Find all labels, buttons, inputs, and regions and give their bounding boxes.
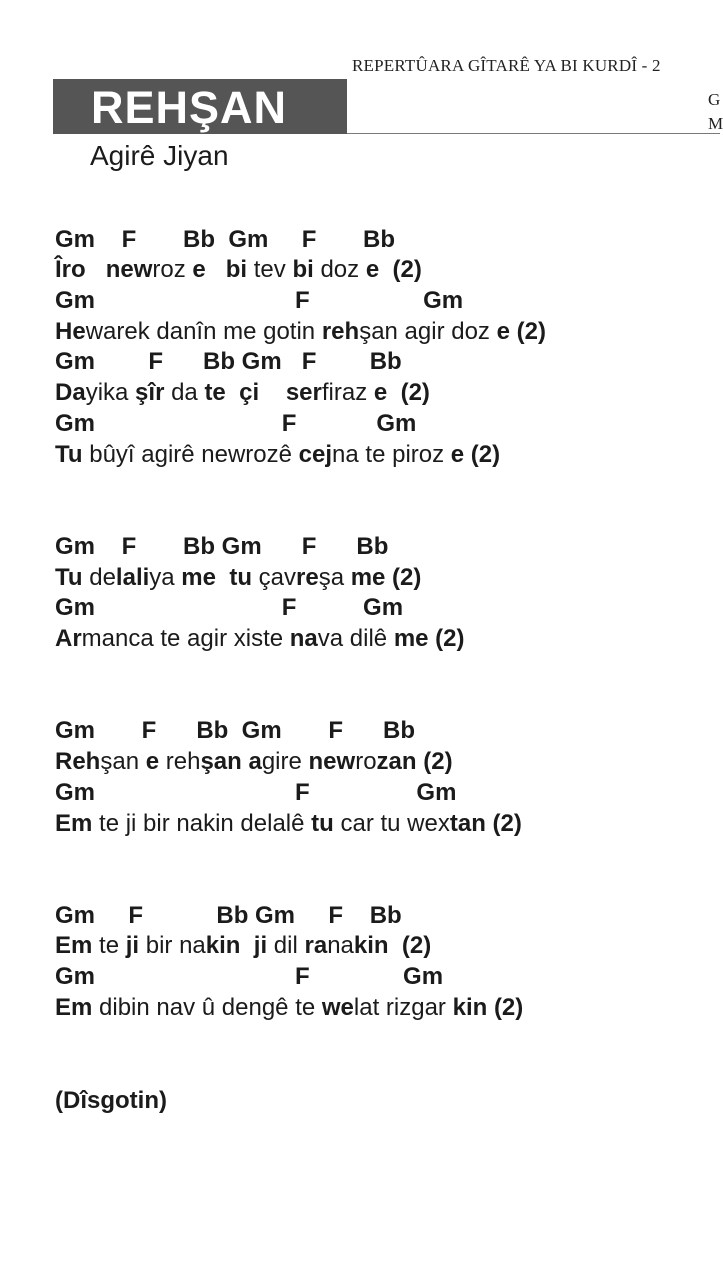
chord-line: Gm F Gm — [55, 287, 464, 314]
lyric-line — [55, 747, 453, 777]
lyric-text — [86, 256, 106, 283]
lyric-emphasis: Reh — [55, 748, 101, 775]
lyric-text: dibin nav û dengê te — [92, 994, 322, 1021]
lyric-text — [206, 256, 226, 283]
lyric-text: ro — [355, 748, 377, 775]
edge-line-2: M — [708, 114, 723, 133]
chord-line: Gm F Bb Gm F Bb — [55, 717, 416, 744]
lyric-emphasis: bi — [225, 256, 248, 283]
lyric-line — [55, 378, 430, 408]
lyric-emphasis: tu — [229, 564, 252, 591]
lyric-emphasis: Da — [55, 379, 86, 406]
lyric-text: ya — [149, 564, 182, 591]
lyric-text: de — [82, 564, 116, 591]
edge-line-1: G — [708, 90, 721, 109]
header-rule — [347, 133, 720, 134]
lyric-emphasis: e — [192, 256, 206, 283]
lyric-emphasis: (2) — [392, 256, 422, 283]
lyric-line — [55, 931, 431, 961]
lyric-emphasis: (2) — [401, 932, 432, 959]
lyric-text — [389, 932, 402, 959]
lyric-text: car tu wex — [333, 810, 450, 837]
lyric-line — [55, 563, 421, 593]
lyric-text — [226, 379, 239, 406]
lyric-text: dil — [267, 932, 305, 959]
lyric-text: şan — [100, 748, 146, 775]
lyric-emphasis: e — [145, 748, 160, 775]
lyric-text: firaz — [321, 379, 374, 406]
lyric-text: reh — [159, 748, 201, 775]
lyric-line — [55, 440, 500, 470]
lyric-text: bir na — [139, 932, 206, 959]
lyric-text — [216, 564, 229, 591]
chord-line: Gm F Bb Gm F Bb — [55, 533, 389, 560]
lyric-text — [387, 379, 400, 406]
lyric-text: gire — [261, 748, 309, 775]
lyric-emphasis: me — [181, 564, 216, 591]
title-bar — [53, 79, 347, 134]
lyric-line — [55, 255, 422, 285]
lyric-emphasis: zan (2) — [376, 748, 453, 775]
lyric-emphasis: lali — [115, 564, 150, 591]
lyric-emphasis: Tu — [55, 441, 83, 468]
lyric-emphasis: e — [373, 379, 388, 406]
lyric-text: lat rizgar — [353, 994, 453, 1021]
lyric-emphasis: kin (2) — [452, 994, 524, 1021]
book-title: REPERTÛARA GÎTARÊ YA BI KURDÎ - 2 — [352, 56, 661, 75]
lyric-text: roz — [152, 256, 193, 283]
lyric-text: da — [164, 379, 205, 406]
lyric-emphasis: ji — [253, 932, 268, 959]
lyric-emphasis: Em — [55, 994, 93, 1021]
chord-line: Gm F Gm — [55, 963, 444, 990]
lyric-emphasis: new — [105, 256, 153, 283]
artist-name: Agirê Jiyan — [90, 140, 229, 171]
edge-cut-text — [708, 88, 723, 136]
lyric-emphasis: new — [308, 748, 356, 775]
lyric-text: na — [327, 932, 354, 959]
lyric-emphasis: (2) — [400, 379, 430, 406]
lyric-emphasis: te — [204, 379, 226, 406]
lyric-emphasis: Em — [55, 932, 93, 959]
lyric-emphasis: ji — [125, 932, 140, 959]
lyric-emphasis: ra — [304, 932, 328, 959]
lyric-emphasis: bi — [292, 256, 314, 283]
lyric-line — [55, 317, 546, 347]
song-title: REHŞAN — [91, 82, 288, 133]
lyric-emphasis: e (2) — [450, 441, 501, 468]
lyric-text: doz — [313, 256, 366, 283]
lyric-text — [259, 379, 286, 406]
chord-line: Gm F Gm — [55, 779, 457, 806]
lyric-text: va dilê — [317, 625, 394, 652]
lyric-text — [379, 256, 392, 283]
chord-line: Gm F Gm — [55, 594, 404, 621]
lyric-emphasis: çi — [239, 379, 260, 406]
lyric-emphasis: ser — [285, 379, 322, 406]
lyric-text: şan agir doz — [359, 318, 497, 345]
lyric-line — [55, 993, 523, 1023]
lyric-line — [55, 624, 465, 654]
lyric-emphasis: e — [365, 256, 380, 283]
lyric-emphasis: şan — [200, 748, 242, 775]
lyric-emphasis: tan (2) — [449, 810, 522, 837]
lyric-emphasis: Tu — [55, 564, 83, 591]
lyric-text: na te piroz — [332, 441, 451, 468]
lyric-emphasis: na — [289, 625, 318, 652]
lyric-emphasis: kin — [353, 932, 389, 959]
lyric-text: warek danîn me gotin — [85, 318, 322, 345]
lyric-emphasis: me (2) — [393, 625, 465, 652]
lyric-emphasis: kin — [205, 932, 241, 959]
lyric-emphasis: re — [296, 564, 319, 591]
chord-line: Gm F Bb Gm F Bb — [55, 902, 402, 929]
lyric-text — [240, 932, 253, 959]
lyric-emphasis: Îro — [55, 256, 86, 283]
lyric-emphasis: cej — [298, 441, 333, 468]
lyric-text: manca te agir xiste — [81, 625, 290, 652]
lyric-text: tev — [247, 256, 293, 283]
lyric-emphasis: we — [321, 994, 354, 1021]
lyric-emphasis: tu — [311, 810, 334, 837]
lyric-text: te — [92, 932, 126, 959]
chord-line: Gm F Bb Gm F Bb — [55, 226, 396, 253]
lyric-emphasis: e (2) — [496, 318, 546, 345]
lyric-emphasis: a — [248, 748, 262, 775]
lyric-emphasis: Em — [55, 810, 93, 837]
lyric-text: çav — [251, 564, 296, 591]
lyric-text: şa — [318, 564, 351, 591]
repeat-note: (Dîsgotin) — [55, 1087, 167, 1114]
lyric-emphasis: me (2) — [350, 564, 422, 591]
lyric-text: yika — [85, 379, 136, 406]
lyric-line — [55, 809, 522, 839]
lyric-emphasis: şîr — [135, 379, 165, 406]
lyric-text: te ji bir nakin delalê — [92, 810, 312, 837]
lyric-emphasis: He — [55, 318, 86, 345]
chord-line: Gm F Bb Gm F Bb — [55, 348, 402, 375]
chord-line: Gm F Gm — [55, 410, 417, 437]
lyric-emphasis: reh — [321, 318, 360, 345]
lyric-text: bûyî agirê newrozê — [82, 441, 299, 468]
lyric-emphasis: Ar — [55, 625, 82, 652]
